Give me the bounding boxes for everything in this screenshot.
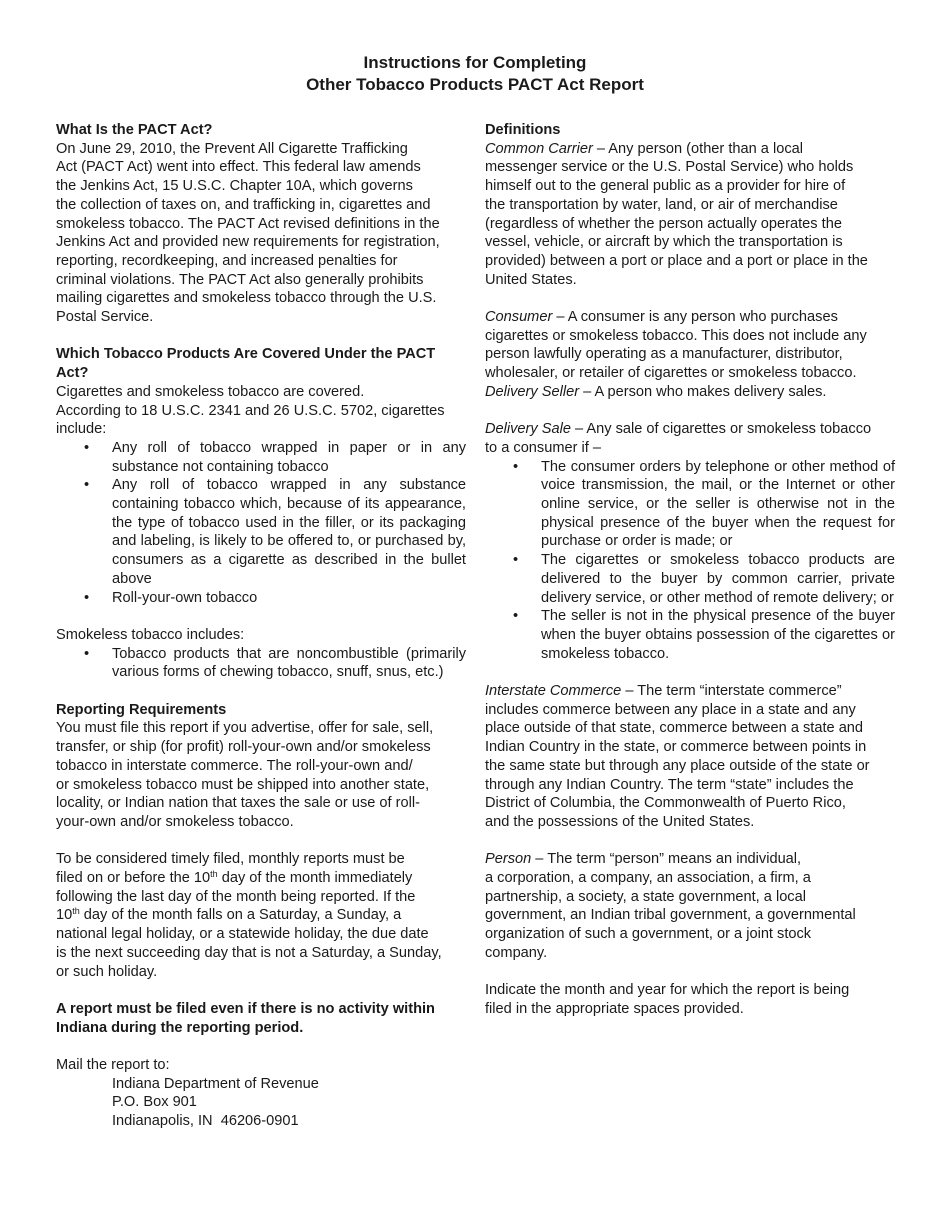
term-common-carrier: Common Carrier (485, 140, 593, 157)
body-line: through any Indian Country. The term “state” includes the (485, 776, 854, 793)
body-line: On June 29, 2010, the Prevent All Cigarette Trafficking (56, 140, 408, 157)
list-item: • Any roll of tobacco wrapped in paper or in any substance not containing tobacco (84, 439, 466, 475)
body-line: a corporation, a company, an association, a firm, a (485, 870, 811, 887)
term-delivery-seller: Delivery Seller (485, 383, 580, 400)
list-item: • The consumer orders by telephone or other method of voice transmission, the mail, or the Internet or other online service, or the seller is otherwise not in the physical presence of the buyer when the request for purchase or order is made; or (513, 458, 895, 550)
body-line: or such holiday. (56, 963, 158, 980)
list-item: • Any roll of tobacco wrapped in any substance containing tobacco which, because of its appearance, the type of tobacco used in the filler, or its packaging and labeling, is likely to be offered to, or purchased by, consumers as a cigarette as described in the bullet above (84, 477, 466, 587)
body-line: United States. (485, 271, 577, 288)
bullet-icon: • (84, 645, 90, 662)
address-line: Indiana Department of Revenue (112, 1075, 319, 1092)
body-line: national legal holiday, or a statewide holiday, the due date (56, 926, 429, 943)
list-item: • Tobacco products that are noncombustible (primarily various forms of chewing tobacco, snuff, snus, etc.) (84, 645, 466, 681)
body-line: tobacco in interstate commerce. The roll-your-own and/ (56, 757, 413, 774)
list-item: • The cigarettes or smokeless tobacco products are delivered to the buyer by common carrier, private delivery service, or other method of remote delivery; or (513, 552, 895, 606)
body-line: Indian Country in the state, or commerce between points in (485, 739, 867, 756)
bullet-icon: • (84, 477, 90, 494)
body-line: person lawfully operating as a manufacturer, distributor, (485, 346, 843, 363)
body-line: government, an Indian tribal government, a governmental (485, 907, 856, 924)
timely-filing-body (56, 850, 466, 981)
body-line: following the last day of the month being reported. If the (56, 888, 416, 905)
bullet-icon: • (513, 552, 519, 569)
report-required-notice (56, 1000, 466, 1037)
title-line-1: Instructions for Completing (363, 53, 587, 72)
definition-delivery-sale: Delivery Sale – Any sale of cigarettes or smokeless tobacco to a consumer if – • The consumer orders by telephone or other method of voice transmission, the mail, or the Internet or other online service, or the seller is otherwise not in the physical presence of the buyer when the request for purchase or order is made; or • The cigarettes or smokeless tobacco products are delivered to the buyer by common carrier, private delivery service, or other method of remote delivery; or • The seller is not in the physical presence of the buyer when the buyer obtains possession of the cigarettes or smokeless tobacco. (485, 421, 895, 662)
body-line: himself out to the general public as a provider for hire of (485, 178, 846, 195)
body-line: place outside of that state, commerce between a state and (485, 720, 864, 737)
definition-interstate-commerce: Interstate Commerce – The term “interstate commerce” includes commerce between any place in a state and any place outside of that state, commerce between a state and Indian Country in the state, or commerce between points in the same state but through any place outside of the state or through any Indian Country. The term “state” includes the District of Columbia, the Commonwealth of Puerto Rico, and the possessions of the United States. (485, 682, 895, 832)
body-line: is the next succeeding day that is not a Saturday, a Sunday, (56, 944, 442, 961)
notice-line: A report must be filed even if there is no activity within (56, 1000, 435, 1017)
smokeless-intro: Smokeless tobacco includes: (56, 626, 245, 643)
definition-consumer: Consumer – A consumer is any person who purchases cigarettes or smokeless tobacco. This does not include any person lawfully operating as a manufacturer, distributor, wholesaler, or retailer of cigarettes or smokeless tobacco. (485, 308, 895, 383)
body-line: Postal Service. (56, 309, 154, 326)
body-line: or smokeless tobacco must be shipped into another state, (56, 776, 430, 793)
definition-delivery-seller: Delivery Seller – A person who makes delivery sales. (485, 383, 827, 400)
reporting-requirements-heading: Reporting Requirements (56, 701, 227, 718)
body-line: Jenkins Act and provided new requirements for registration, (56, 234, 440, 251)
heading-line: Act? (56, 365, 89, 382)
notice-line: Indiana during the reporting period. (56, 1019, 304, 1036)
body-line: the same state but through any place outside of the state or (485, 757, 870, 774)
body-line: wholesaler, or retailer of cigarettes or smokeless tobacco. (485, 365, 857, 382)
heading-line: Which Tobacco Products Are Covered Under the PACT (56, 346, 436, 363)
bullet-icon: • (84, 439, 90, 456)
body-line: Act (PACT Act) went into effect. This federal law amends (56, 159, 421, 176)
body-line: To be considered timely filed, monthly reports must be (56, 851, 405, 868)
body-line: organization of such a government, or a joint stock (485, 926, 812, 943)
according-line: According to 18 U.S.C. 2341 and 26 U.S.C. 5702, cigarettes (56, 402, 445, 419)
term-person: Person (485, 851, 532, 868)
body-line: filed in the appropriate spaces provided. (485, 1000, 744, 1017)
what-is-pact-body (56, 140, 466, 327)
body-line: locality, or Indian nation that taxes the sale or use of roll- (56, 795, 420, 812)
body-line: filed on or before the 10th day of the month immediately (56, 869, 413, 887)
body-line: company. (485, 944, 548, 961)
body-line: District of Columbia, the Commonwealth of Puerto Rico, (485, 795, 846, 812)
body-line: and the possessions of the United States. (485, 813, 755, 830)
which-products-heading (56, 345, 466, 382)
reporting-requirements-body (56, 719, 466, 831)
definitions-heading: Definitions (485, 122, 561, 138)
body-line: vessel, vehicle, or aircraft by which the transportation is (485, 234, 843, 251)
definition-common-carrier: Common Carrier – Any person (other than a local messenger service or the U.S. Postal Service) who holds himself out to the general public as a provider for hire of the transportation by water, land, or air of merchandise (regardless of whether the person actually operates the vessel, vehicle, or aircraft by which the transportation is provided) between a port or place and a port or place in the United States. (485, 140, 895, 290)
what-is-pact-heading: What Is the PACT Act? (56, 122, 213, 138)
cigarette-definition-list (56, 439, 466, 607)
term-delivery-sale: Delivery Sale (485, 421, 571, 438)
term-interstate-commerce: Interstate Commerce (485, 683, 622, 700)
body-line: (regardless of whether the person actually operates the (485, 215, 842, 232)
bullet-icon: • (84, 589, 90, 606)
left-column (56, 121, 466, 1131)
mailing-address (56, 1075, 466, 1131)
body-line: mailing cigarettes and smokeless tobacco through the U.S. (56, 290, 437, 307)
list-item: • Roll-your-own tobacco (84, 589, 258, 606)
body-line: to a consumer if – (485, 439, 601, 456)
bullet-icon: • (513, 608, 519, 625)
document-title (0, 52, 950, 96)
smokeless-list (56, 645, 466, 682)
body-line: provided) between a port or place and a port or place in the (485, 252, 868, 269)
body-line: criminal violations. The PACT Act also generally prohibits (56, 271, 424, 288)
body-line: messenger service or the U.S. Postal Service) who holds (485, 159, 854, 176)
body-line: 10th day of the month falls on a Saturday, a Sunday, a (56, 906, 402, 924)
body-line: the transportation by water, land, or air of merchandise (485, 196, 838, 213)
body-line: partnership, a society, a state government, a local (485, 888, 806, 905)
address-line: P.O. Box 901 (112, 1094, 197, 1111)
body-line: cigarettes or smokeless tobacco. This does not include any (485, 327, 867, 344)
right-column (485, 121, 895, 1019)
definition-person: Person – The term “person” means an individual, a corporation, a company, an association, a firm, a partnership, a society, a state government, a local government, an Indian tribal government, a governmental organization of such a government, or a joint stock company. (485, 850, 895, 962)
body-line: your-own and/or smokeless tobacco. (56, 813, 294, 830)
body-line: reporting, recordkeeping, and increased penalties for (56, 252, 398, 269)
body-line: includes commerce between any place in a state and any (485, 701, 856, 718)
according-line: include: (56, 421, 107, 438)
mail-intro: Mail the report to: (56, 1057, 170, 1074)
list-item: • The seller is not in the physical presence of the buyer when the buyer obtains possession of the cigarettes or smokeless tobacco. (513, 608, 895, 662)
term-consumer: Consumer (485, 309, 553, 326)
delivery-sale-list (485, 458, 895, 664)
body-line: Indicate the month and year for which the report is being (485, 982, 850, 999)
bullet-icon: • (513, 458, 519, 475)
body-line: You must file this report if you advertise, offer for sale, sell, (56, 720, 434, 737)
indicate-month-year-instruction (485, 981, 895, 1018)
address-line: Indianapolis, IN 46206-0901 (112, 1113, 299, 1130)
body-line: transfer, or ship (for profit) roll-your-own and/or smokeless (56, 739, 431, 756)
body-line: the collection of taxes on, and trafficking in, cigarettes and (56, 196, 431, 213)
covered-statement: Cigarettes and smokeless tobacco are covered. (56, 383, 365, 400)
body-line: the Jenkins Act, 15 U.S.C. Chapter 10A, which governs (56, 178, 413, 195)
title-line-2: Other Tobacco Products PACT Act Report (306, 75, 644, 94)
body-line: smokeless tobacco. The PACT Act revised definitions in the (56, 215, 440, 232)
